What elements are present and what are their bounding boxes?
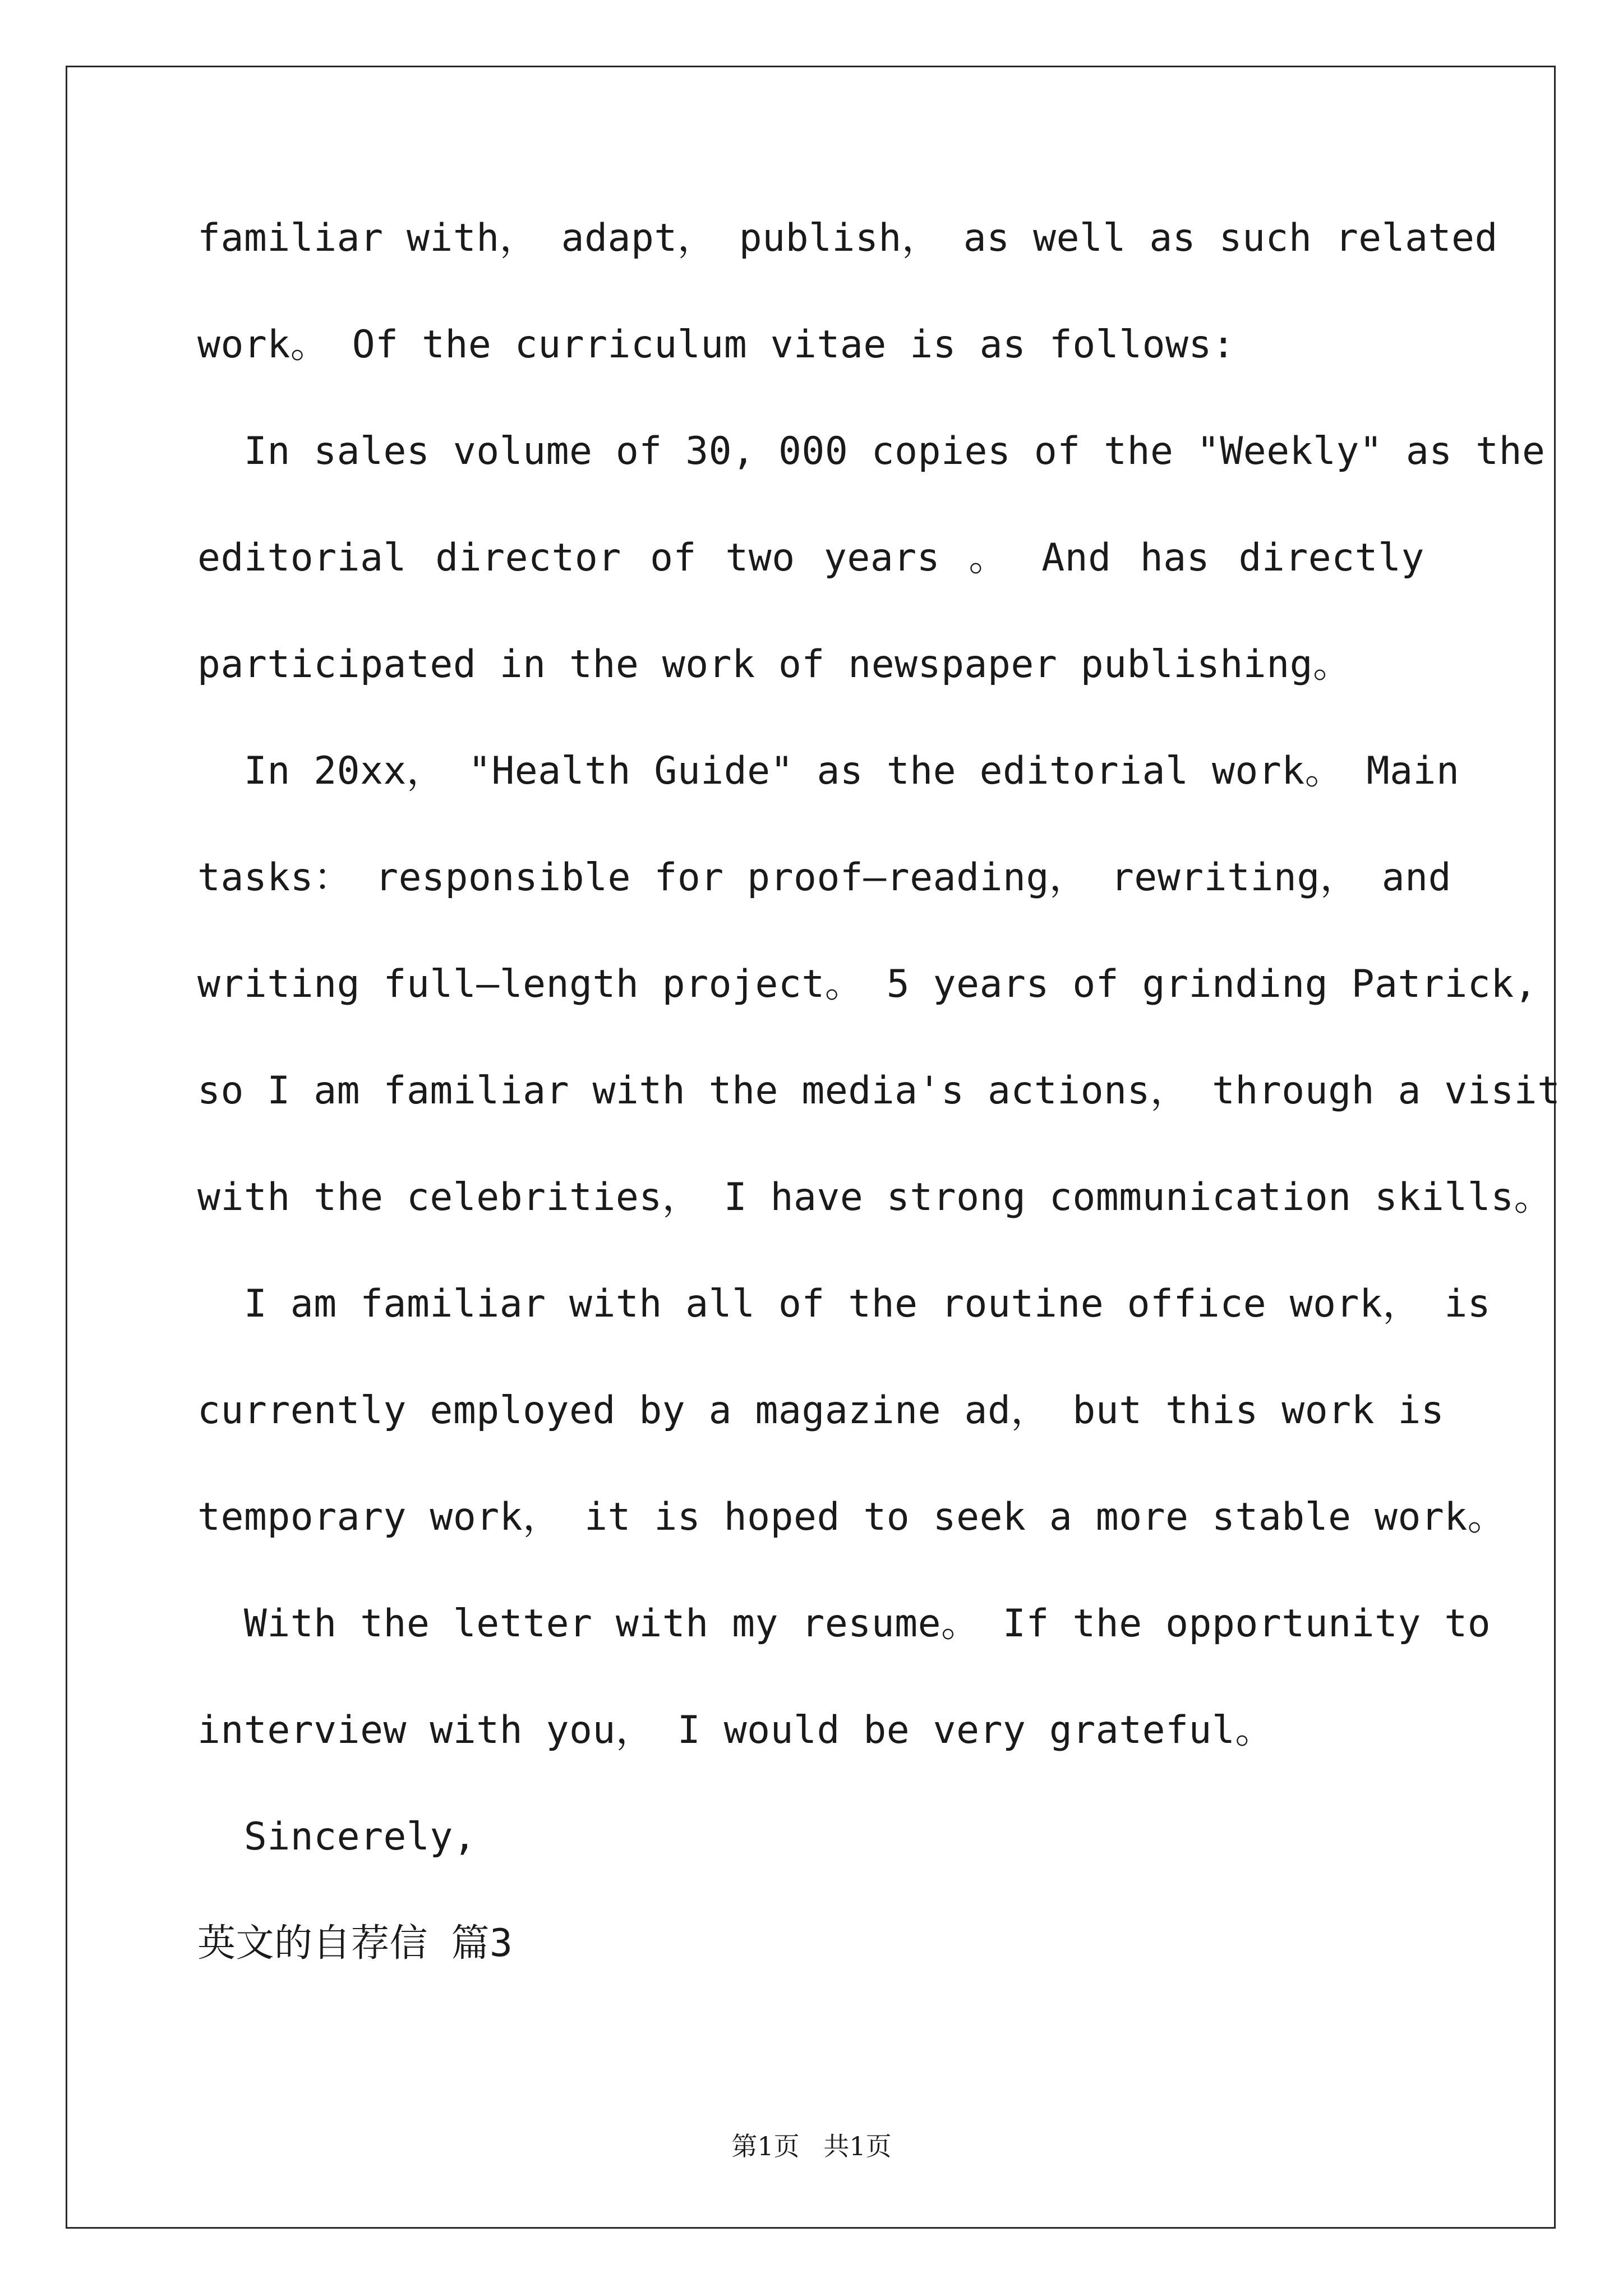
text-line: I am familiar with all of the routine office work， is — [197, 1282, 1491, 1326]
text-line: In sales volume of 30, 000 copies of the "Weekly" as the — [197, 429, 1546, 473]
page-footer — [0, 2126, 1623, 2163]
text-line: With the letter with my resume。 If the opportunity to — [197, 1602, 1491, 1646]
section-heading: 英文的自荐信 篇3 — [197, 1921, 513, 1966]
text-line: work。 Of the curriculum vitae is as follows: — [197, 323, 1235, 367]
text-line: familiar with， adapt， publish， as well as such related — [197, 216, 1498, 260]
text-line: so I am familiar with the media's actions， through a visit — [197, 1069, 1561, 1113]
text-line: participated in the work of newspaper publishing。 — [197, 642, 1352, 687]
closing-salutation: Sincerely, — [197, 1815, 477, 1859]
page-total: 共1页 — [823, 2131, 892, 2161]
page-border — [66, 66, 1561, 2229]
text-line: In 20xx， "Health Guide" as the editorial work。 Main — [197, 749, 1460, 793]
text-line: currently employed by a magazine ad， but this work is — [197, 1388, 1445, 1433]
text-line: writing full—length project。 5 years of grinding Patrick, — [197, 962, 1538, 1006]
text-line: with the celebrities， I have strong communication skills。 — [197, 1175, 1553, 1220]
text-line: editorial director of two years 。 And has directly — [197, 536, 1424, 580]
text-line: temporary work， it is hoped to seek a more stable work。 — [197, 1495, 1506, 1539]
page-number: 第1页 — [731, 2131, 800, 2161]
text-line: interview with you， I would be very grateful。 — [197, 1708, 1274, 1752]
text-line: tasks： responsible for proof—reading， rewriting， and — [197, 855, 1452, 900]
